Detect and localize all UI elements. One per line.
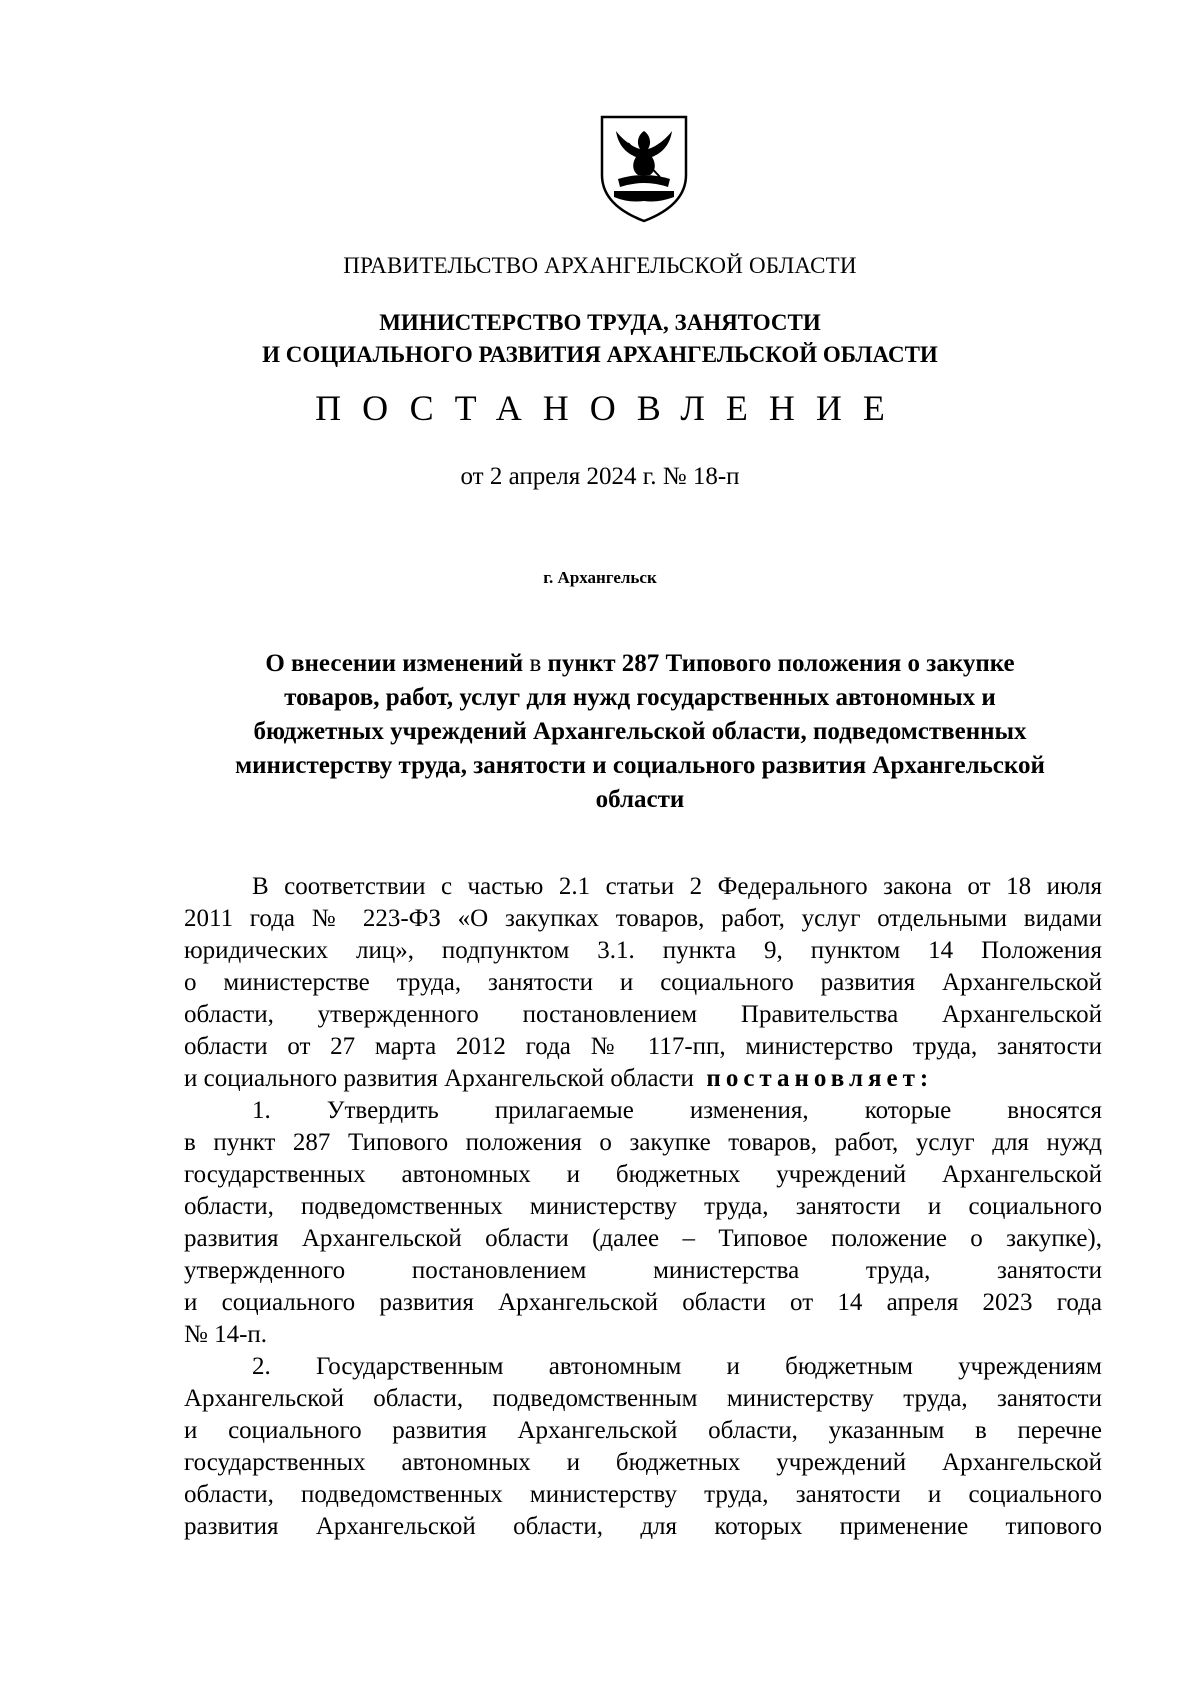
body-line: В соответствии с частью 2.1 статьи 2 Федерального закона от 18 июля	[252, 873, 1102, 900]
resolves-word: постановляет:	[706, 1065, 934, 1092]
document-date-number: от 2 апреля 2024 г. № 18-п	[460, 463, 740, 490]
ministry-name	[0, 307, 1200, 371]
body-line: области, подведомственных министерству труда, занятости и социального	[184, 1193, 1102, 1220]
body-line: о министерстве труда, занятости и социального развития Архангельской	[184, 969, 1102, 996]
body-line: юридических лиц», подпунктом 3.1. пункта 9, пунктом 14 Положения	[184, 937, 1102, 964]
body-line: Архангельской области, подведомственным министерству труда, занятости	[184, 1385, 1102, 1412]
coat-of-arms-icon	[598, 113, 690, 225]
body-line: развития Архангельской области (далее – Типовое положение о закупке),	[184, 1225, 1102, 1252]
body-line: области, подведомственных министерству труда, занятости и социального	[184, 1481, 1102, 1508]
title-line-2: товаров, работ, услуг для нужд государственных автономных и	[284, 684, 996, 711]
body-line: в пункт 287 Типового положения о закупке товаров, работ, услуг для нужд	[184, 1129, 1102, 1156]
body-line: 2. Государственным автономным и бюджетным учреждениям	[252, 1353, 1102, 1380]
body-line: и социального развития Архангельской области от 14 апреля 2023 года	[184, 1289, 1102, 1316]
body-line: и социального развития Архангельской области постановляет:	[184, 1065, 934, 1092]
document-type: ПОСТАНОВЛЕНИЕ	[315, 388, 906, 428]
body-line: государственных автономных и бюджетных учреждений Архангельской	[184, 1449, 1102, 1476]
document-title	[180, 647, 1100, 817]
body-line: области от 27 марта 2012 года № 117-пп, министерство труда, занятости	[184, 1033, 1102, 1060]
body-line: 2011 года № 223-ФЗ «О закупках товаров, работ, услуг отдельными видами	[184, 905, 1102, 932]
body-line: области, утвержденного постановлением Правительства Архангельской	[184, 1001, 1102, 1028]
title-line-3: бюджетных учреждений Архангельской области, подведомственных	[253, 718, 1027, 745]
body-line: и социального развития Архангельской области, указанным в перечне	[184, 1417, 1102, 1444]
body-line: государственных автономных и бюджетных учреждений Архангельской	[184, 1161, 1102, 1188]
title-line-1: О внесении изменений в пункт 287 Типового положения о закупке	[265, 650, 1015, 677]
document-body	[184, 871, 1102, 1543]
title-line-4: министерству труда, занятости и социального развития Архангельской	[235, 752, 1045, 779]
body-line: № 14-п.	[184, 1321, 268, 1348]
ministry-line-2: И СОЦИАЛЬНОГО РАЗВИТИЯ АРХАНГЕЛЬСКОЙ ОБЛАСТИ	[262, 342, 938, 367]
body-line: утвержденного постановлением министерства труда, занятости	[184, 1257, 1102, 1284]
body-line: развития Архангельской области, для которых применение типового	[184, 1513, 1102, 1540]
government-name: ПРАВИТЕЛЬСТВО АРХАНГЕЛЬСКОЙ ОБЛАСТИ	[343, 253, 857, 278]
body-line: 1. Утвердить прилагаемые изменения, которые вносятся	[252, 1097, 1102, 1124]
ministry-line-1: МИНИСТЕРСТВО ТРУДА, ЗАНЯТОСТИ	[379, 310, 821, 335]
document-city: г. Архангельск	[543, 568, 657, 587]
title-line-5: области	[595, 786, 685, 813]
